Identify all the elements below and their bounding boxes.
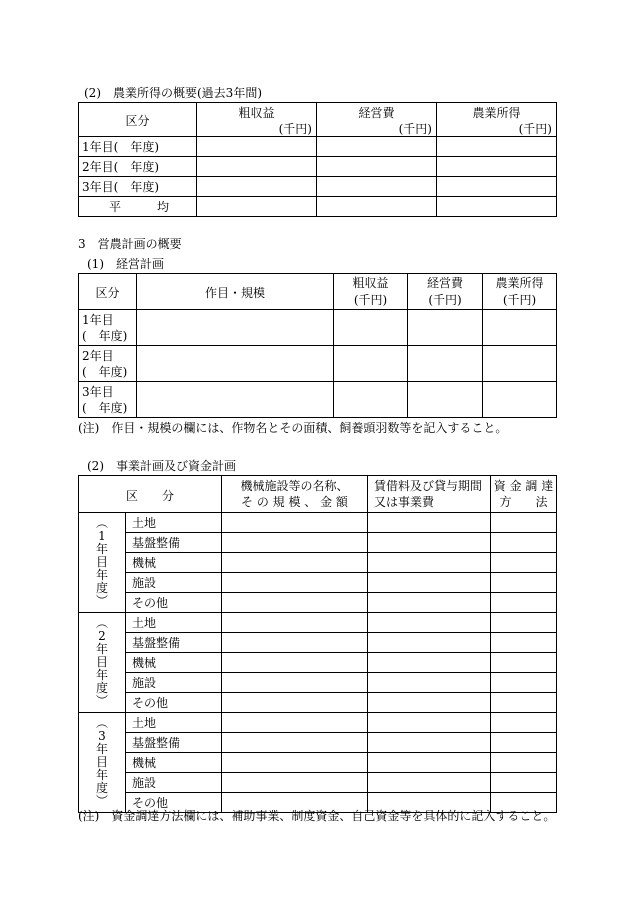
income-summary-heading: (2) 農業所得の概要(過去3年間) bbox=[84, 86, 262, 100]
item-machinery: 機械 bbox=[126, 753, 222, 773]
fund-cell[interactable] bbox=[491, 693, 557, 713]
crop-scale-cell[interactable] bbox=[137, 382, 334, 418]
income-cell[interactable] bbox=[483, 382, 557, 418]
header-rent-period-cost: 賃借料及び貸与期間 又は事業費 bbox=[368, 476, 491, 513]
table-row bbox=[79, 753, 557, 773]
gross-cell[interactable] bbox=[334, 346, 408, 382]
farm-plan-heading: 3 営農計画の概要 bbox=[78, 237, 182, 251]
fund-cell[interactable] bbox=[491, 513, 557, 533]
rent-cell[interactable] bbox=[368, 633, 491, 653]
fund-cell[interactable] bbox=[491, 573, 557, 593]
fund-cell[interactable] bbox=[491, 753, 557, 773]
item-facility: 施設 bbox=[126, 673, 222, 693]
item-machinery: 機械 bbox=[126, 553, 222, 573]
fund-cell[interactable] bbox=[491, 773, 557, 793]
rent-cell[interactable] bbox=[368, 513, 491, 533]
income-summary-table bbox=[78, 102, 557, 217]
management-plan-note: (注) 作目・規模の欄には、作物名とその面積、飼養頭羽数等を記入すること。 bbox=[78, 421, 508, 435]
table-row bbox=[79, 593, 557, 613]
table-row bbox=[79, 346, 557, 382]
crop-scale-cell[interactable] bbox=[137, 310, 334, 346]
header-farm-income: 農業所得 (千円) bbox=[483, 274, 557, 310]
year-3-label: ︵ 3 年 目 年 度 ︶ bbox=[79, 713, 126, 813]
header-crop-scale: 作目・規模 bbox=[137, 274, 334, 310]
item-facility: 施設 bbox=[126, 773, 222, 793]
rent-cell[interactable] bbox=[368, 693, 491, 713]
rent-cell[interactable] bbox=[368, 553, 491, 573]
fund-cell[interactable] bbox=[491, 713, 557, 733]
table-row bbox=[79, 382, 557, 418]
table-row bbox=[79, 713, 557, 733]
row-label: 3年目 ( 年度) bbox=[79, 382, 137, 418]
table-row bbox=[79, 137, 557, 157]
facility-cell[interactable] bbox=[222, 733, 368, 753]
facility-cell[interactable] bbox=[222, 653, 368, 673]
header-facility-name-scale-amount: 機械施設等の名称、 そ の 規 模 、 金 額 bbox=[222, 476, 368, 513]
facility-cell[interactable] bbox=[222, 693, 368, 713]
management-plan-heading: (1) 経営計画 bbox=[87, 257, 164, 271]
item-facility: 施設 bbox=[126, 573, 222, 593]
table-row bbox=[79, 177, 557, 197]
crop-scale-cell[interactable] bbox=[137, 346, 334, 382]
gross-cell[interactable] bbox=[334, 382, 408, 418]
row-label: 2年目 ( 年度) bbox=[79, 346, 137, 382]
gross-cell[interactable] bbox=[197, 137, 317, 157]
facility-cell[interactable] bbox=[222, 553, 368, 573]
table-row bbox=[79, 673, 557, 693]
gross-cell[interactable] bbox=[197, 157, 317, 177]
fund-plan-note: (注) 資金調達方法欄には、補助事業、制度資金、自己資金等を具体的に記入すること。 bbox=[78, 809, 556, 823]
fund-cell[interactable] bbox=[491, 653, 557, 673]
fund-cell[interactable] bbox=[491, 533, 557, 553]
header-farm-income: 農業所得 (千円) bbox=[437, 103, 557, 137]
project-fund-plan-heading: (2) 事業計画及び資金計画 bbox=[87, 459, 236, 473]
row-label: 2年目( 年度) bbox=[79, 157, 197, 177]
item-machinery: 機械 bbox=[126, 653, 222, 673]
item-land: 土地 bbox=[126, 513, 222, 533]
rent-cell[interactable] bbox=[368, 753, 491, 773]
cost-cell[interactable] bbox=[408, 382, 483, 418]
header-funding-method: 資 金 調 達 方 法 bbox=[491, 476, 557, 513]
table-row bbox=[79, 633, 557, 653]
item-other: その他 bbox=[126, 793, 222, 813]
rent-cell[interactable] bbox=[368, 673, 491, 693]
cost-cell[interactable] bbox=[317, 157, 437, 177]
facility-cell[interactable] bbox=[222, 673, 368, 693]
fund-cell[interactable] bbox=[491, 733, 557, 753]
item-land: 土地 bbox=[126, 713, 222, 733]
fund-cell[interactable] bbox=[491, 593, 557, 613]
header-operating-cost: 経営費 (千円) bbox=[408, 274, 483, 310]
year-2-label: ︵ 2 年 目 年 度 ︶ bbox=[79, 613, 126, 713]
gross-cell[interactable] bbox=[334, 310, 408, 346]
facility-cell[interactable] bbox=[222, 593, 368, 613]
table-row bbox=[79, 533, 557, 553]
project-fund-plan-table bbox=[78, 475, 557, 813]
item-land: 土地 bbox=[126, 613, 222, 633]
row-label: 3年目( 年度) bbox=[79, 177, 197, 197]
row-label-average: 平 均 bbox=[79, 197, 197, 217]
rent-cell[interactable] bbox=[368, 733, 491, 753]
table-row bbox=[79, 553, 557, 573]
income-cell[interactable] bbox=[483, 346, 557, 382]
facility-cell[interactable] bbox=[222, 573, 368, 593]
fund-cell[interactable] bbox=[491, 633, 557, 653]
gross-cell[interactable] bbox=[197, 177, 317, 197]
table-row bbox=[79, 513, 557, 533]
header-gross-revenue: 粗収益 (千円) bbox=[334, 274, 408, 310]
year-1-label: ︵ 1 年 目 年 度 ︶ bbox=[79, 513, 126, 613]
cost-cell[interactable] bbox=[408, 310, 483, 346]
header-gross-revenue: 粗収益 (千円) bbox=[197, 103, 317, 137]
rent-cell[interactable] bbox=[368, 613, 491, 633]
income-cell[interactable] bbox=[437, 157, 557, 177]
income-cell[interactable] bbox=[437, 137, 557, 157]
table-row bbox=[79, 653, 557, 673]
cost-cell[interactable] bbox=[317, 197, 437, 217]
rent-cell[interactable] bbox=[368, 593, 491, 613]
header-operating-cost: 経営費 (千円) bbox=[317, 103, 437, 137]
facility-cell[interactable] bbox=[222, 613, 368, 633]
header-category: 区分 bbox=[79, 103, 197, 137]
row-label: 1年目( 年度) bbox=[79, 137, 197, 157]
table-row bbox=[79, 773, 557, 793]
table-row bbox=[79, 197, 557, 217]
management-plan-table bbox=[78, 273, 557, 418]
item-land-improvement: 基盤整備 bbox=[126, 733, 222, 753]
table-row bbox=[79, 733, 557, 753]
cost-cell[interactable] bbox=[317, 177, 437, 197]
facility-cell[interactable] bbox=[222, 713, 368, 733]
item-other: その他 bbox=[126, 593, 222, 613]
rent-cell[interactable] bbox=[368, 573, 491, 593]
item-land-improvement: 基盤整備 bbox=[126, 533, 222, 553]
fund-cell[interactable] bbox=[491, 553, 557, 573]
table-row bbox=[79, 613, 557, 633]
income-cell[interactable] bbox=[437, 197, 557, 217]
row-label: 1年目 ( 年度) bbox=[79, 310, 137, 346]
fund-cell[interactable] bbox=[491, 613, 557, 633]
facility-cell[interactable] bbox=[222, 633, 368, 653]
table-row bbox=[79, 693, 557, 713]
rent-cell[interactable] bbox=[368, 713, 491, 733]
rent-cell[interactable] bbox=[368, 653, 491, 673]
facility-cell[interactable] bbox=[222, 513, 368, 533]
table-row bbox=[79, 157, 557, 177]
table-row bbox=[79, 310, 557, 346]
fund-cell[interactable] bbox=[491, 673, 557, 693]
income-cell[interactable] bbox=[437, 177, 557, 197]
facility-cell[interactable] bbox=[222, 773, 368, 793]
cost-cell[interactable] bbox=[317, 137, 437, 157]
header-category: 区分 bbox=[79, 274, 137, 310]
rent-cell[interactable] bbox=[368, 533, 491, 553]
facility-cell[interactable] bbox=[222, 753, 368, 773]
gross-cell[interactable] bbox=[197, 197, 317, 217]
income-cell[interactable] bbox=[483, 310, 557, 346]
facility-cell[interactable] bbox=[222, 533, 368, 553]
cost-cell[interactable] bbox=[408, 346, 483, 382]
item-other: その他 bbox=[126, 693, 222, 713]
header-category: 区 分 bbox=[79, 476, 222, 513]
table-row bbox=[79, 573, 557, 593]
item-land-improvement: 基盤整備 bbox=[126, 633, 222, 653]
rent-cell[interactable] bbox=[368, 773, 491, 793]
